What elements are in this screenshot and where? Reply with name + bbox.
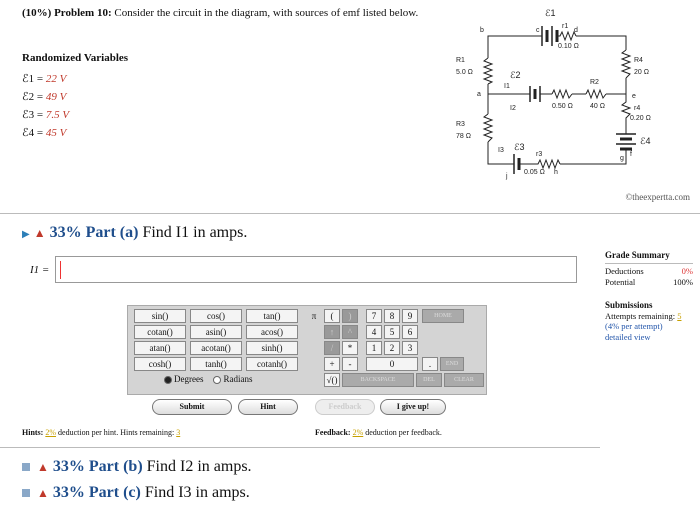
svg-text:R2: R2 [590,79,599,86]
var-e3: ℰ3 = 7.5 V [22,109,70,121]
collapsed-square-icon [22,463,30,471]
radio-dot-icon [164,376,172,384]
var-e1: ℰ1 = 22 V [22,73,67,85]
warning-icon: ▲ [37,460,49,474]
svg-text:ℰ1: ℰ1 [545,8,556,18]
svg-text:r4: r4 [634,105,641,112]
svg-text:I3: I3 [498,147,504,154]
svg-text:j: j [506,173,508,180]
cotanh-button[interactable]: cotanh() [246,357,298,371]
close-paren-key[interactable]: ) [342,309,358,323]
key-8[interactable]: 8 [384,309,400,323]
radio-dot-icon [213,376,221,384]
svg-text:I1: I1 [504,83,510,90]
svg-text:d: d [574,27,578,34]
var-e4: ℰ4 = 45 V [22,127,67,139]
part-b-header[interactable]: ▲ 33% Part (b) Find I2 in amps. [22,458,252,476]
svg-text:I2: I2 [510,105,516,112]
home-key[interactable]: HOME [422,309,464,323]
svg-text:e: e [632,93,636,100]
cosh-button[interactable]: cosh() [134,357,186,371]
open-paren-key[interactable]: ( [324,309,340,323]
give-up-button[interactable]: I give up! [380,399,446,415]
circuit-diagram [440,2,690,187]
copyright-credit: ©theexpertta.com [625,192,690,202]
radians-radio[interactable]: Radians [213,374,252,384]
hints-line: Hints: 2% deduction per hint. Hints remaining: 3 [22,428,181,437]
clear-key[interactable]: CLEAR [444,373,484,387]
del-key[interactable]: DEL [416,373,442,387]
svg-text:0.10 Ω: 0.10 Ω [558,43,579,50]
svg-text:78 Ω: 78 Ω [456,133,471,140]
svg-text:r1: r1 [562,23,569,30]
svg-text:ℰ3: ℰ3 [514,142,525,152]
up-key[interactable]: ↑ [324,325,340,339]
tanh-button[interactable]: tanh() [190,357,242,371]
key-1[interactable]: 1 [366,341,382,355]
svg-text:R1: R1 [456,57,465,64]
answer-label: I1 = [30,264,50,276]
svg-text:R4: R4 [634,57,643,64]
part-c-header[interactable]: ▲ 33% Part (c) Find I3 in amps. [22,484,250,502]
var-e2: ℰ2 = 49 V [22,91,67,103]
key-6[interactable]: 6 [402,325,418,339]
svg-text:0.20 Ω: 0.20 Ω [630,115,651,122]
key-4[interactable]: 4 [366,325,382,339]
atan-button[interactable]: atan() [134,341,186,355]
cos-button[interactable]: cos() [190,309,242,323]
grade-summary: Grade Summary Deductions 0% Potential 100% [605,250,693,287]
cotan-button[interactable]: cotan() [134,325,186,339]
part-a-header[interactable]: ▶ ▲ 33% Part (a) Find I1 in amps. [22,224,248,241]
asin-button[interactable]: asin() [190,325,242,339]
randomized-variables-list [22,70,69,142]
tan-button[interactable]: tan() [246,309,298,323]
collapsed-square-icon [22,489,30,497]
degrees-radio[interactable]: Degrees [164,374,203,384]
key-7[interactable]: 7 [366,309,382,323]
hint-button[interactable]: Hint [238,399,298,415]
key-0[interactable]: 0 [366,357,418,371]
warning-icon: ▲ [37,486,49,500]
caret-key[interactable]: ^ [342,325,358,339]
submit-button[interactable]: Submit [152,399,232,415]
slash-key[interactable]: / [324,341,340,355]
feedback-line: Feedback: 2% deduction per feedback. [315,428,442,437]
calculator-keypad [127,305,487,395]
submissions-panel: Submissions Attempts remaining: 5 (4% per attempt) detailed view [605,300,695,342]
svg-text:a: a [477,91,481,98]
problem-statement: (10%) Problem 10: Consider the circuit in the diagram, with sources of emf listed below. [22,7,419,19]
svg-text:40 Ω: 40 Ω [590,103,605,110]
sinh-button[interactable]: sinh() [246,341,298,355]
key-2[interactable]: 2 [384,341,400,355]
svg-text:0.05 Ω: 0.05 Ω [524,169,545,176]
key-9[interactable]: 9 [402,309,418,323]
text-caret [60,261,61,279]
divider [0,447,600,448]
svg-text:f: f [630,151,632,158]
key-3[interactable]: 3 [402,341,418,355]
svg-text:c: c [536,27,540,34]
pi-key[interactable]: π [306,309,322,323]
svg-text:r3: r3 [536,151,543,158]
feedback-button[interactable]: Feedback [315,399,375,415]
end-key[interactable]: END [440,357,464,371]
svg-text:h: h [554,169,558,176]
key-5[interactable]: 5 [384,325,400,339]
randomized-variables-heading: Randomized Variables [22,52,129,64]
svg-text:R3: R3 [456,121,465,128]
detailed-view-link[interactable]: detailed view [605,331,651,342]
times-key[interactable]: * [342,341,358,355]
dot-key[interactable]: . [422,357,438,371]
acotan-button[interactable]: acotan() [190,341,242,355]
svg-text:0.50 Ω: 0.50 Ω [552,103,573,110]
svg-text:ℰ2: ℰ2 [510,70,521,80]
minus-key[interactable]: - [342,357,358,371]
svg-text:b: b [480,27,484,34]
svg-text:ℰ4: ℰ4 [640,136,651,146]
sin-button[interactable]: sin() [134,309,186,323]
acos-button[interactable]: acos() [246,325,298,339]
angle-mode-toggle[interactable] [164,374,252,384]
sqrt-key[interactable]: √() [324,373,340,387]
problem-panel [0,0,700,214]
expand-triangle-icon[interactable]: ▶ [22,229,30,240]
svg-text:20 Ω: 20 Ω [634,69,649,76]
backspace-key[interactable]: BACKSPACE [342,373,414,387]
warning-icon: ▲ [33,226,46,240]
plus-key[interactable]: + [324,357,340,371]
svg-text:g: g [620,155,624,162]
svg-text:5.0 Ω: 5.0 Ω [456,69,473,76]
answer-input[interactable] [55,256,577,283]
